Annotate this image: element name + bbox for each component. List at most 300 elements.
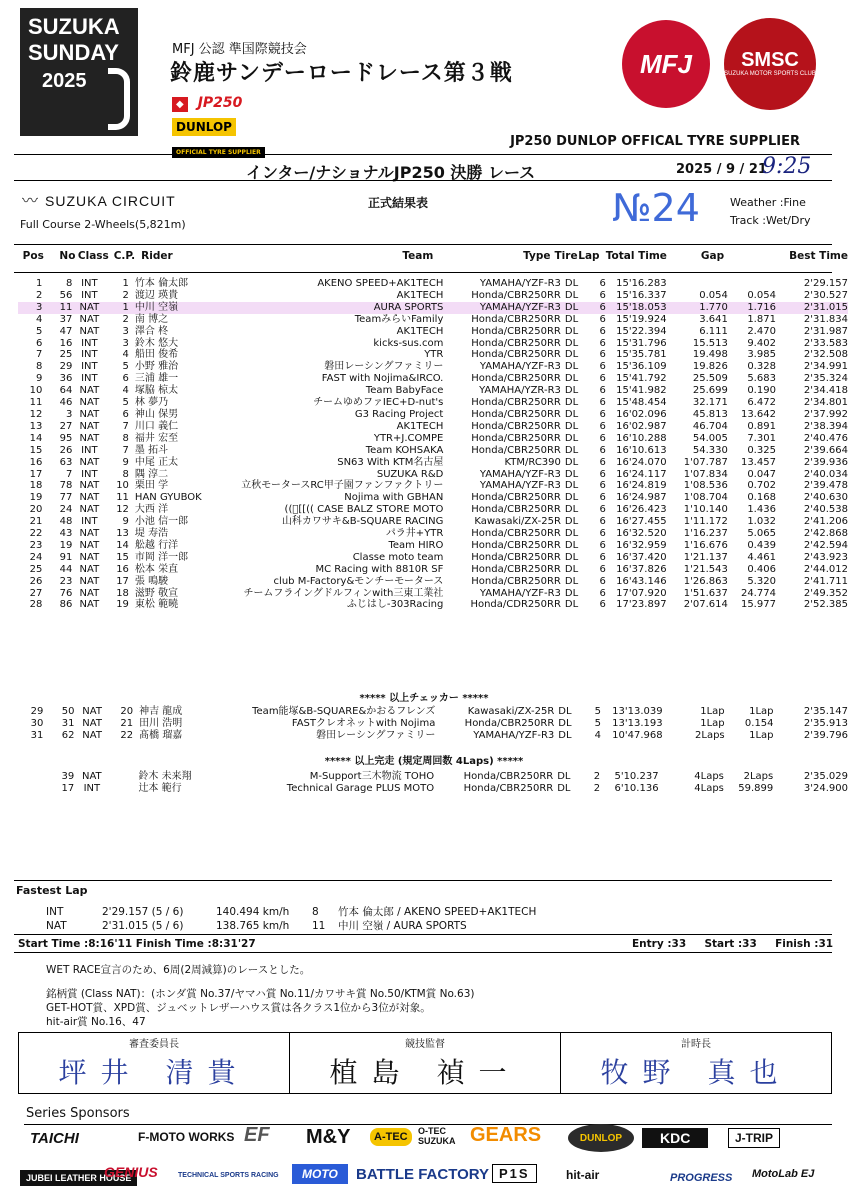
cell-best: 2'40.630 [803, 492, 848, 504]
cell-cp: 3 [122, 325, 129, 337]
cell-tire: DL [564, 289, 579, 301]
cell-best: 2'31.834 [803, 313, 848, 325]
cell-best: 2'34.801 [803, 397, 848, 409]
cell-tire: DL [557, 771, 571, 782]
cell-type: Honda/CBR250RR [471, 432, 561, 444]
cell-type: YAMAHA/YZF-R3 [479, 587, 561, 599]
cell-cp: 19 [116, 599, 129, 611]
cell-total: 16'10.288 [616, 432, 667, 444]
cell-pos: 9 [35, 373, 43, 385]
smsc-text: SMSC [741, 49, 799, 71]
cell-cp: 13 [116, 528, 129, 540]
cell-team: Team BabyFace [365, 385, 444, 397]
sub-logo-icon: ◆ [172, 97, 188, 112]
result-row [18, 552, 848, 564]
cell-type: Kawasaki/ZX-25R [467, 706, 555, 717]
result-row [18, 385, 848, 397]
cell-cls: INT [81, 349, 98, 361]
cell-lap: 6 [599, 289, 606, 301]
cell-g2: 1.436 [747, 504, 776, 516]
note-brand-award: 銘柄賞 (Class NAT)：(ホンダ賞 No.37/ヤマハ賞 No.11/カワサキ賞 No.50/KTM賞 No.63) [46, 988, 475, 1000]
result-row [18, 516, 848, 528]
cell-g2 [728, 278, 776, 290]
cell-type: Honda/CBR250RR [471, 528, 561, 540]
header-bottom-rule [14, 272, 832, 273]
cell-tire: DL [564, 599, 579, 611]
cell-cp: 5 [122, 397, 129, 409]
cell-pos: 14 [29, 432, 43, 444]
cell-best: 2'40.538 [803, 504, 848, 516]
cell-cls: NAT [79, 397, 100, 409]
results-table-dnf [18, 771, 848, 795]
cell-cp: 17 [116, 575, 129, 587]
cell-g1: 1'08.704 [683, 492, 728, 504]
result-row [18, 302, 848, 314]
cell-cp: 5 [122, 361, 129, 373]
sponsor-fmoto: F-MOTO WORKS [138, 1130, 235, 1144]
cell-tire: DL [564, 313, 579, 325]
cell-lap: 6 [599, 349, 606, 361]
smsc-subtext: SUZUKA MOTOR SPORTS CLUB [724, 71, 816, 77]
cell-g2: 0.702 [747, 480, 776, 492]
logo-hook-shape [108, 68, 130, 130]
cell-no: 11 [46, 302, 72, 314]
cell-pos: 1 [35, 278, 43, 289]
cell-type: KTM/RC390 [504, 456, 561, 468]
cell-lap: 4 [594, 729, 602, 741]
cell-tire: DL [564, 385, 579, 397]
fl-time: 2'31.015 (5 / 6) [102, 920, 184, 932]
cell-type: Honda/CBR250RR [471, 444, 561, 456]
cell-best: 2'35.147 [803, 706, 848, 717]
cell-rider: 田川 浩明 [139, 717, 183, 729]
cell-type: Kawasaki/ZX-25R [474, 516, 561, 528]
cell-cls: NAT [82, 717, 102, 729]
cell-no: 43 [59, 528, 73, 540]
cell-team: kicks-sus.com [373, 337, 444, 349]
cell-pos: 11 [29, 397, 43, 409]
cell-cls: NAT [79, 492, 100, 504]
cell-total: 16'02.987 [616, 420, 667, 432]
sponsor-jtrip: J-TRIP [728, 1128, 780, 1148]
col-tire: Tire [554, 250, 578, 262]
col-pos: Pos [22, 250, 44, 262]
header-rule [14, 154, 832, 155]
col-lap: Lap [578, 250, 600, 262]
cell-cp: 22 [120, 729, 134, 741]
fastest-lap-title: Fastest Lap [16, 884, 88, 897]
cell-team: G3 Racing Project [354, 408, 444, 420]
cell-rider: 髙橋 瑠嘉 [139, 729, 183, 741]
cell-cls: NAT [79, 551, 100, 563]
cell-best: 2'34.418 [803, 385, 848, 397]
cell-lap: 6 [599, 325, 606, 337]
cell-tire: DL [564, 349, 579, 361]
cell-g2: 59.899 [738, 782, 774, 794]
sponsor-p1s: P1S [492, 1164, 537, 1183]
cell-g1: 4Laps [694, 771, 724, 782]
cell-best: 2'41.711 [803, 575, 848, 587]
cell-team: AKENO SPEED+AK1TECH [317, 278, 444, 289]
times-bottom-rule [14, 952, 832, 953]
entry-count: Entry :33 [632, 938, 687, 950]
cell-lap: 5 [594, 717, 602, 729]
cell-cp: 6 [122, 408, 129, 420]
result-row [18, 480, 848, 492]
cell-lap: 6 [599, 444, 606, 456]
cell-pos: 8 [35, 361, 43, 373]
cell-cls: NAT [79, 408, 100, 420]
cell-g1: 6.111 [699, 325, 728, 337]
cell-cls: NAT [79, 599, 100, 611]
cell-pos: 6 [35, 337, 43, 349]
sponsor-dunlop: DUNLOP [568, 1124, 634, 1152]
cell-g1: 1'07.787 [683, 456, 728, 468]
cell-no: 47 [59, 325, 73, 337]
cell-g1: 54.005 [692, 432, 728, 444]
cell-cls: INT [81, 337, 98, 349]
cell-best: 2'33.583 [803, 337, 848, 349]
cell-cls: INT [81, 444, 98, 456]
cell-lap: 2 [593, 771, 601, 782]
cell-rider: 塚脇 椋太 [134, 385, 179, 397]
cell-type: Honda/CBR250RR [471, 397, 561, 409]
cell-rider: 南 博之 [134, 313, 169, 325]
cell-pos: 29 [30, 706, 44, 717]
cell-rider: 渡辺 瑛貴 [134, 289, 179, 301]
cell-best: 2'29.157 [803, 278, 848, 289]
cell-lap: 6 [586, 302, 606, 314]
cell-cp: 15 [116, 551, 129, 563]
cell-team: 磐田レーシングファミリー [316, 729, 436, 741]
cell-team: ふじはし-303Racing [346, 599, 444, 611]
jp250-logo: JP250 [197, 95, 243, 111]
cell-g2: 0.054 [747, 289, 776, 301]
cell-cls: NAT [79, 313, 100, 325]
cell-lap: 6 [599, 408, 606, 420]
checker-line: ***** 以上チェッカー ***** [359, 693, 489, 704]
sponsor-otec: O-TEC SUZUKA [418, 1126, 456, 1146]
cell-rider: 辻本 範行 [138, 782, 182, 794]
cell-type: Honda/CBR250RR [471, 575, 561, 587]
cell-team: AK1TECH [396, 325, 444, 337]
cell-type: YAMAHA/YZF-R3 [479, 480, 561, 492]
cell-pos: 27 [29, 587, 43, 599]
cell-no: 8 [66, 278, 73, 289]
cell-tire: DL [564, 420, 579, 432]
cell-g1: 1'51.637 [683, 587, 728, 599]
cell-lap: 6 [599, 539, 606, 551]
col-gap-spacer [724, 251, 772, 263]
result-row [18, 361, 848, 373]
cell-g2: 15.977 [740, 599, 776, 611]
result-row [18, 576, 848, 588]
cell-lap: 6 [599, 563, 606, 575]
result-row [18, 349, 848, 361]
cell-best: 2'32.508 [803, 349, 848, 361]
cell-team: Team能塚&B-SQUARE&かおるフレンズ [252, 706, 436, 717]
cell-total: 15'35.781 [616, 349, 667, 361]
cell-best: 2'34.991 [803, 361, 848, 373]
cell-cls: NAT [82, 729, 102, 741]
sponsors-rule [24, 1124, 832, 1125]
cell-team: Classe moto team [352, 551, 444, 563]
col-cp: C.P. [113, 250, 136, 262]
signature-label: 審査委員長 [129, 1039, 179, 1050]
cell-best: 2'40.034 [803, 468, 848, 480]
cell-tire: DL [557, 782, 571, 794]
cell-lap: 6 [599, 432, 606, 444]
cell-type: YAMAHA/YZF-R3 [453, 302, 561, 314]
cell-tire: DL [564, 397, 579, 409]
official-results-label: 正式結果表 [368, 196, 429, 210]
cell-rider: 神吉 龍成 [139, 706, 183, 717]
start-count: Start :33 [704, 938, 757, 950]
cell-type: Honda/CBR250RR [471, 373, 561, 385]
logo-line-1: SUZUKA [28, 14, 120, 39]
sponsor-progress: PROGRESS [670, 1172, 733, 1184]
cell-cls: NAT [82, 706, 102, 717]
cell-g2: 0.439 [747, 539, 776, 551]
cell-total: 15'19.924 [616, 313, 667, 325]
circuit-name: SUZUKA CIRCUIT [45, 193, 176, 209]
cell-g2: 0.168 [747, 492, 776, 504]
cell-cls: NAT [79, 325, 100, 337]
cell-rider: 鈴木 悠大 [134, 337, 179, 349]
cell-total: 16'43.146 [616, 575, 667, 587]
cell-tire: DL [561, 302, 586, 314]
cell-total: 15'41.792 [616, 373, 667, 385]
fl-who: 中川 空嶺 / AURA SPORTS [338, 920, 467, 932]
cell-best: 2'39.936 [803, 456, 848, 468]
fl-speed: 138.765 km/h [216, 920, 290, 932]
cell-cls: NAT [79, 420, 100, 432]
cell-cp: 9 [122, 516, 129, 528]
result-row [18, 397, 848, 409]
cell-g2: 2Laps [743, 771, 774, 782]
finish-count: Finish :31 [775, 938, 834, 950]
result-row [18, 421, 848, 433]
cell-total: 16'24.117 [616, 468, 667, 480]
cell-tire: DL [558, 706, 572, 717]
cell-cp: 3 [122, 337, 129, 349]
cell-lap: 6 [599, 480, 606, 492]
cell-lap: 6 [599, 337, 606, 349]
cell-no: 16 [59, 337, 73, 349]
cell-g1: 19.826 [692, 361, 728, 373]
cell-no: 25 [59, 349, 73, 361]
cell-g1: 0.054 [699, 289, 728, 301]
cell-type: YAMAHA/YZF-R3 [479, 361, 561, 373]
sponsor-moto: MOTO [292, 1164, 348, 1184]
col-team: Team [402, 250, 434, 262]
cell-type: Honda/CBR250RR [471, 492, 561, 504]
handwritten-time: 9:25 [762, 154, 812, 179]
cell-team: AURA SPORTS [241, 302, 453, 314]
result-row [18, 564, 848, 576]
results-table [18, 278, 848, 611]
cell-total: 10'47.968 [612, 729, 663, 741]
cell-cp: 7 [122, 420, 129, 432]
cell-g2: 3.985 [747, 349, 776, 361]
cell-pos: 19 [29, 492, 43, 504]
cell-lap: 6 [599, 385, 606, 397]
cell-g1: 45.813 [692, 408, 728, 420]
cell-team: Technical Garage PLUS MOTO [286, 782, 435, 794]
fl-class: NAT [46, 920, 67, 932]
fl-no: 11 [312, 920, 326, 932]
signature-cell [290, 1033, 561, 1093]
cell-team: チームゆめファIEC+D-nut's [313, 397, 444, 409]
cell-cp: 14 [116, 539, 129, 551]
logo-line-2: SUNDAY [28, 40, 119, 65]
cell-cp: 21 [120, 717, 134, 729]
cell-tire: DL [564, 480, 579, 492]
cell-no: 48 [59, 516, 73, 528]
cell-no: 64 [59, 385, 73, 397]
mfj-sanction-line: MFJ 公認 準国際競技会 [172, 42, 307, 57]
cell-lap: 6 [599, 528, 606, 540]
cell-tire: DL [564, 278, 579, 289]
cell-rider: 小野 雅治 [134, 361, 179, 373]
cell-g2: 0.328 [747, 361, 776, 373]
cell-cp: 10 [116, 480, 129, 492]
cell-pos: 30 [30, 717, 44, 729]
cell-pos [18, 771, 47, 783]
cell-cp: 18 [116, 587, 129, 599]
cell-g2: 13.642 [740, 408, 776, 420]
cell-team: ((ﾟ[[(( CASE BALZ STORE MOTO [284, 504, 444, 516]
fastest-row-nat [46, 918, 467, 933]
col-rider: Rider [141, 250, 173, 262]
cell-team: FASTクレオネットwith Nojima [291, 717, 436, 729]
cell-tire: DL [564, 373, 579, 385]
cell-total: 15'16.283 [616, 278, 667, 289]
result-row [18, 409, 848, 421]
cell-g1: 1'21.543 [683, 563, 728, 575]
cell-tire: DL [564, 587, 579, 599]
cell-pos [18, 783, 47, 795]
col-class: Class [77, 250, 109, 262]
cell-lap: 6 [599, 551, 606, 563]
result-row [18, 445, 848, 457]
cell-rider: 神山 保男 [134, 408, 179, 420]
cell-team: 立秋モータースRC甲子園ファンファクトリー [241, 480, 444, 492]
cell-rider: 市岡 洋一郎 [134, 551, 189, 563]
fl-time: 2'29.157 (5 / 6) [102, 906, 184, 918]
result-row [18, 599, 848, 611]
cell-g2: 0.325 [747, 444, 776, 456]
result-row [18, 528, 848, 540]
cell-team: 山科カワサキ&B-SQUARE RACING [281, 516, 444, 528]
cell-type: Honda/CBR250RR [471, 313, 561, 325]
cell-tire: DL [564, 325, 579, 337]
cell-total: 16'02.096 [616, 408, 667, 420]
cell-team: Nojima with GBHAN [344, 492, 444, 504]
cell-tire: DL [564, 575, 579, 587]
cell-pos: 4 [35, 313, 43, 325]
cell-no: 19 [59, 539, 73, 551]
cell-no: 44 [59, 563, 73, 575]
cell-best: 2'49.352 [803, 587, 848, 599]
cell-no: 63 [59, 456, 73, 468]
cell-lap: 6 [599, 278, 606, 289]
header-row [18, 251, 848, 263]
cell-tire: DL [564, 408, 579, 420]
cell-g1: 2Laps [695, 729, 725, 741]
cell-g2: 5.065 [747, 528, 776, 540]
sponsor-ef: EF [244, 1124, 270, 1146]
cell-lap: 6 [599, 397, 606, 409]
cell-rider: 澤合 柊 [134, 325, 169, 337]
cell-type: Honda/CBR250RR [471, 504, 561, 516]
cell-g2: 9.402 [747, 337, 776, 349]
cell-team: M-Support三木物流 TOHO [309, 771, 435, 782]
cell-cls: NAT [72, 302, 106, 314]
cell-best: 2'43.923 [803, 551, 848, 563]
signature-table [18, 1032, 832, 1094]
cell-rider: 竹本 倫太郎 [134, 278, 189, 289]
cell-rider: 栗田 学 [134, 480, 169, 492]
result-row [18, 433, 848, 445]
col-gap: Gap [700, 250, 725, 262]
cell-best: 2'52.385 [803, 599, 848, 611]
cell-g1: 4Laps [694, 782, 724, 794]
complete-line: ***** 以上完走 (規定周回数 4Laps) ***** [324, 756, 524, 767]
result-row [18, 540, 848, 552]
cell-best: 2'39.796 [803, 729, 848, 741]
cell-g1: 1'21.137 [683, 551, 728, 563]
result-row [18, 326, 848, 338]
cell-tire: DL [558, 717, 572, 729]
cell-cls: INT [81, 516, 98, 528]
cell-type: Honda/CBR250RR [471, 337, 561, 349]
cell-g2: 13.457 [740, 456, 776, 468]
cell-best: 2'42.868 [803, 528, 848, 540]
results-header [18, 251, 848, 263]
cell-team: FAST with Nojima&IRCO. [321, 373, 444, 385]
cell-g1: 1'08.536 [683, 480, 728, 492]
cell-rider: HAN GYUBOK [134, 492, 202, 504]
cell-g2: 1.871 [747, 313, 776, 325]
fastest-row-int [46, 904, 536, 919]
cell-cls: NAT [79, 563, 100, 575]
cell-best: 2'37.992 [803, 408, 848, 420]
cell-type: Honda/CBR250RR [471, 551, 561, 563]
cell-g1: 1.770 [677, 302, 728, 314]
signature-label: 競技監督 [405, 1039, 445, 1050]
cell-cls: NAT [79, 539, 100, 551]
cell-no: 39 [61, 771, 75, 782]
cell-type: Honda/CBR250RR [463, 771, 554, 782]
cell-no: 23 [59, 575, 73, 587]
cell-g1: 19.498 [692, 349, 728, 361]
cell-rider: 松本 栄直 [134, 563, 179, 575]
cell-g2: 6.472 [747, 397, 776, 409]
table-top-rule [14, 244, 832, 245]
result-row [18, 771, 848, 783]
sponsor-hitair: hit-air [566, 1168, 600, 1182]
cell-cls: NAT [79, 480, 100, 492]
cell-rider: 鈴木 未来翔 [138, 771, 192, 782]
cell-pos: 15 [29, 444, 43, 456]
cell-total: 15'16.337 [616, 289, 667, 301]
cell-best: 2'39.664 [803, 444, 848, 456]
note-get-hot: GET-HOT賞、XPD賞、ジュベットレザーハウス賞は各クラス1位から3位が対象。 [46, 1002, 431, 1014]
cell-type: Honda/CBR250RR [471, 289, 561, 301]
cell-cls: INT [81, 373, 98, 385]
cell-pos: 13 [29, 420, 43, 432]
